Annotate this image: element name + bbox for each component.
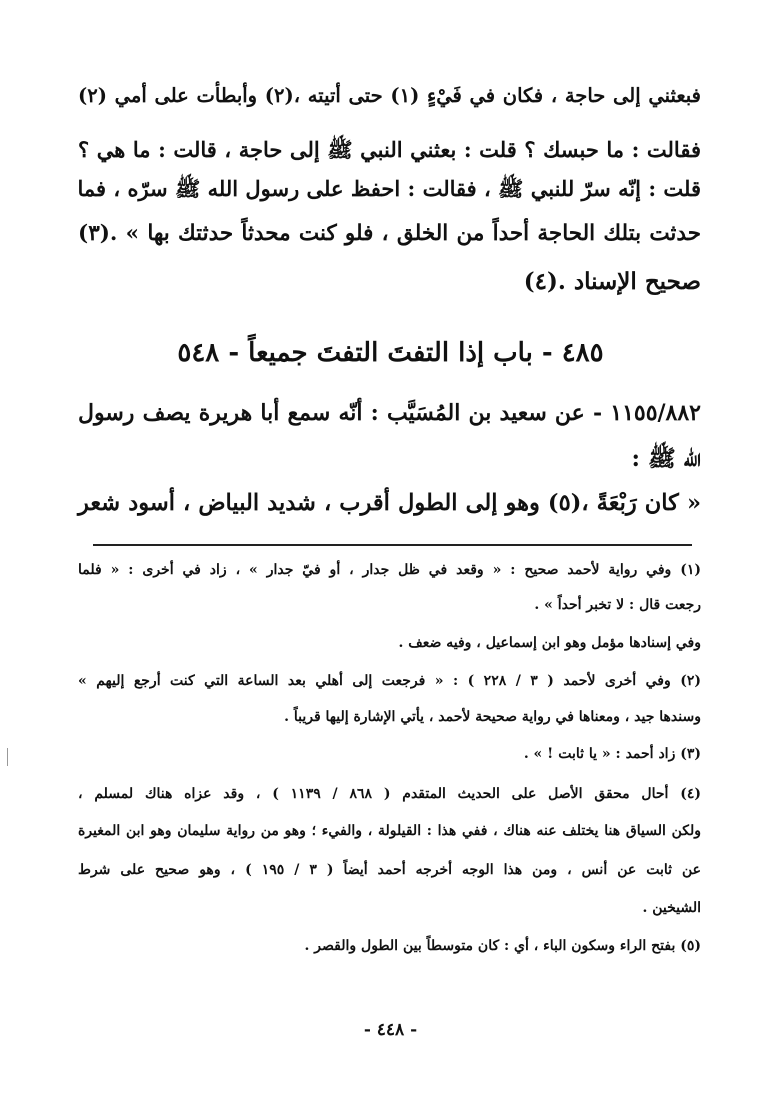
footnote-line-10: الشيخين .	[642, 900, 701, 916]
main-text-line-5: صحيح الإسناد .(٤)	[523, 268, 701, 295]
hadith-line-3: « كان رَبْعَةً ،(٥) وهو إلى الطول أقرب ، شديد البياض ، أسود شعر	[78, 490, 702, 516]
footnote-line-1: (١) وفي رواية لأحمد صحيح : « وقعد في ظل جدار ، أو فيّ جدار » ، زاد في أخرى : « فلما	[78, 562, 701, 578]
main-text-line-1: فبعثني إلى حاجة ، فكان في فَيْءٍ (١) حتى أتيته ،(٢) وأبطأت على أمي (٢)	[78, 84, 701, 107]
footnote-line-4: (٢) وفي أخرى لأحمد ( ٣ / ٢٢٨ ) : « فرجعت إلى أهلي بعد الساعة التي كنت أرجع إليهم »	[78, 673, 701, 689]
footnote-line-7: (٤) أحال محقق الأصل على الحديث المتقدم ( ٨٦٨ / ١١٣٩ ) ، وقد عزاه هناك لمسلم ،	[78, 786, 701, 802]
main-text-line-3: قلت : إنّه سرّ للنبي ﷺ ، فقالت : احفظ على رسول الله ﷺ سرّه ، فما	[77, 176, 701, 201]
footnote-line-9: عن ثابت عن أنس ، ومن هذا الوجه أخرجه أحمد أيضاً ( ٣ / ١٩٥ ) ، وهو صحيح على شرط	[78, 862, 701, 878]
footnote-line-8: ولكن السياق هنا يختلف عنه هناك ، ففي هذا : القيلولة ، والفيء ؛ وهو من رواية سليمان وهو ابن المغيرة	[78, 823, 701, 839]
main-text-line-2: فقالت : ما حبسك ؟ قلت : بعثني النبي ﷺ إلى حاجة ، قالت : ما هي ؟	[78, 137, 701, 162]
hadith-line-2: الله ﷺ :	[631, 445, 701, 472]
hadith-line-1: ١١٥٥/٨٨٢ - عن سعيد بن المُسَيَّب : أنّه سمع أبا هريرة يصف رسول	[78, 400, 701, 426]
footnote-line-3: وفي إسنادها مؤمل وهو ابن إسماعيل ، وفيه ضعف .	[398, 635, 701, 651]
footnote-line-5: وسندها جيد ، ومعناها في رواية صحيحة لأحمد ، يأتي الإشارة إليها قريباً .	[284, 709, 701, 725]
chapter-heading: ٤٨٥ - باب إذا التفتَ التفتَ جميعاً - ٥٤٨	[177, 338, 604, 368]
margin-mark	[7, 748, 8, 766]
main-text-line-4: حدثت بتلك الحاجة أحداً من الخلق ، فلو كنت محدثاً حدثتك بها » .(٣)	[78, 221, 701, 246]
footnote-line-6: (٣) زاد أحمد : « يا ثابت ! » .	[523, 746, 701, 762]
page-number: - ٤٤٨ -	[363, 1020, 418, 1040]
footnote-line-11: (٥) بفتح الراء وسكون الباء ، أي : كان متوسطاً بين الطول والقصر .	[304, 938, 701, 954]
footnote-line-2: رجعت قال : لا تخبر أحداً » .	[534, 597, 701, 613]
footnote-separator	[93, 544, 692, 546]
